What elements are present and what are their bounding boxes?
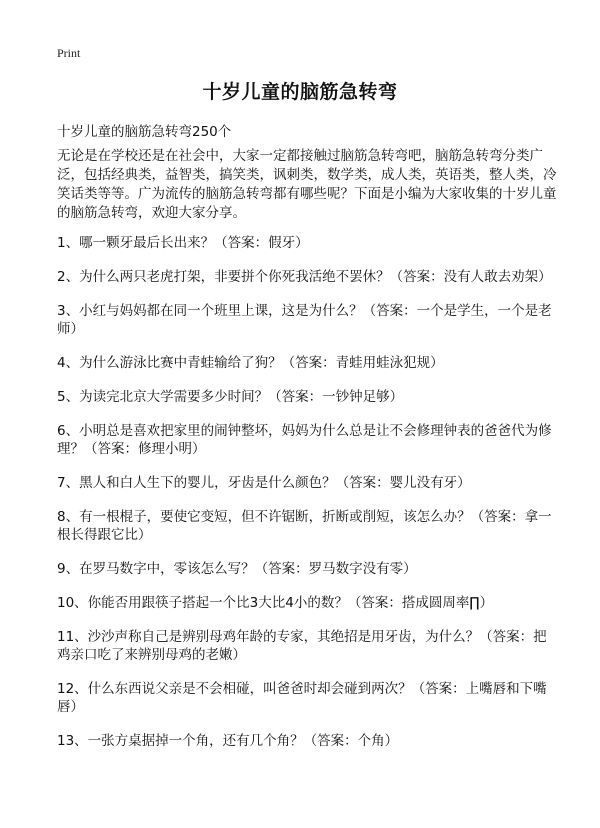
- page-title: 十岁儿童的脑筋急转弯: [202, 81, 398, 103]
- riddle-item: 7、黑人和白人生下的婴儿，牙齿是什么颜色？（答案：婴儿没有牙）: [57, 475, 471, 491]
- riddle-list: [57, 234, 560, 766]
- riddle-item: 2、为什么两只老虎打架，非要拼个你死我活绝不罢休？（答案：没有人敢去劝架）: [57, 269, 552, 285]
- riddle-item: 3、小红与妈妈都在同一个班里上课，这是为什么？（答案：一个是学生，一个是老师）: [57, 303, 552, 337]
- riddle-item: 11、沙沙声称自己是辨别母鸡年龄的专家，其绝招是用牙齿，为什么？（答案：把鸡亲口吃了来辨别母鸡的老嫩）: [57, 629, 547, 663]
- riddle-item: 4、为什么游泳比赛中青蛙输给了狗？（答案：青蛙用蛙泳犯规）: [57, 355, 444, 371]
- riddle-item: 1、哪一颗牙最后长出来？（答案：假牙）: [57, 235, 309, 251]
- riddle-item: 10、你能否用跟筷子搭起一个比3大比4小的数？（答案：搭成圆周率∏）: [57, 595, 494, 611]
- intro-paragraph: 无论是在学校还是在社会中，大家一定都接触过脑筋急转弯吧，脑筋急转弯分类广泛，包括经典类，益智类，搞笑类，讽刺类，数学类，成人类，英语类，整人类，冷笑话类等等。广为流传的脑筋急转弯都有哪些呢？下面是小编为大家收集的十岁儿童的脑筋急转弯，欢迎大家分享。: [57, 148, 557, 221]
- riddle-item: 13、一张方桌据掉一个角，还有几个角？（答案：个角）: [57, 733, 399, 749]
- riddle-item: 9、在罗马数字中，零该怎么写？（答案：罗马数字没有零）: [57, 561, 417, 577]
- riddle-item: 5、为读完北京大学需要多少时间？（答案：一钞钟足够）: [57, 389, 404, 405]
- riddle-item: 12、什么东西说父亲是不会相碰，叫爸爸时却会碰到两次？（答案：上嘴唇和下嘴唇）: [57, 681, 547, 715]
- riddle-item: 8、有一根棍子，要使它变短，但不许锯断，折断或削短，该怎么办？（答案：拿一根长得跟它比）: [57, 509, 552, 543]
- print-link[interactable]: Print: [57, 46, 81, 60]
- subtitle: 十岁儿童的脑筋急转弯250个: [57, 124, 232, 140]
- riddle-item: 6、小明总是喜欢把家里的闹钟整坏，妈妈为什么总是让不会修理钟表的爸爸代为修理？（答案：修理小明）: [57, 423, 552, 457]
